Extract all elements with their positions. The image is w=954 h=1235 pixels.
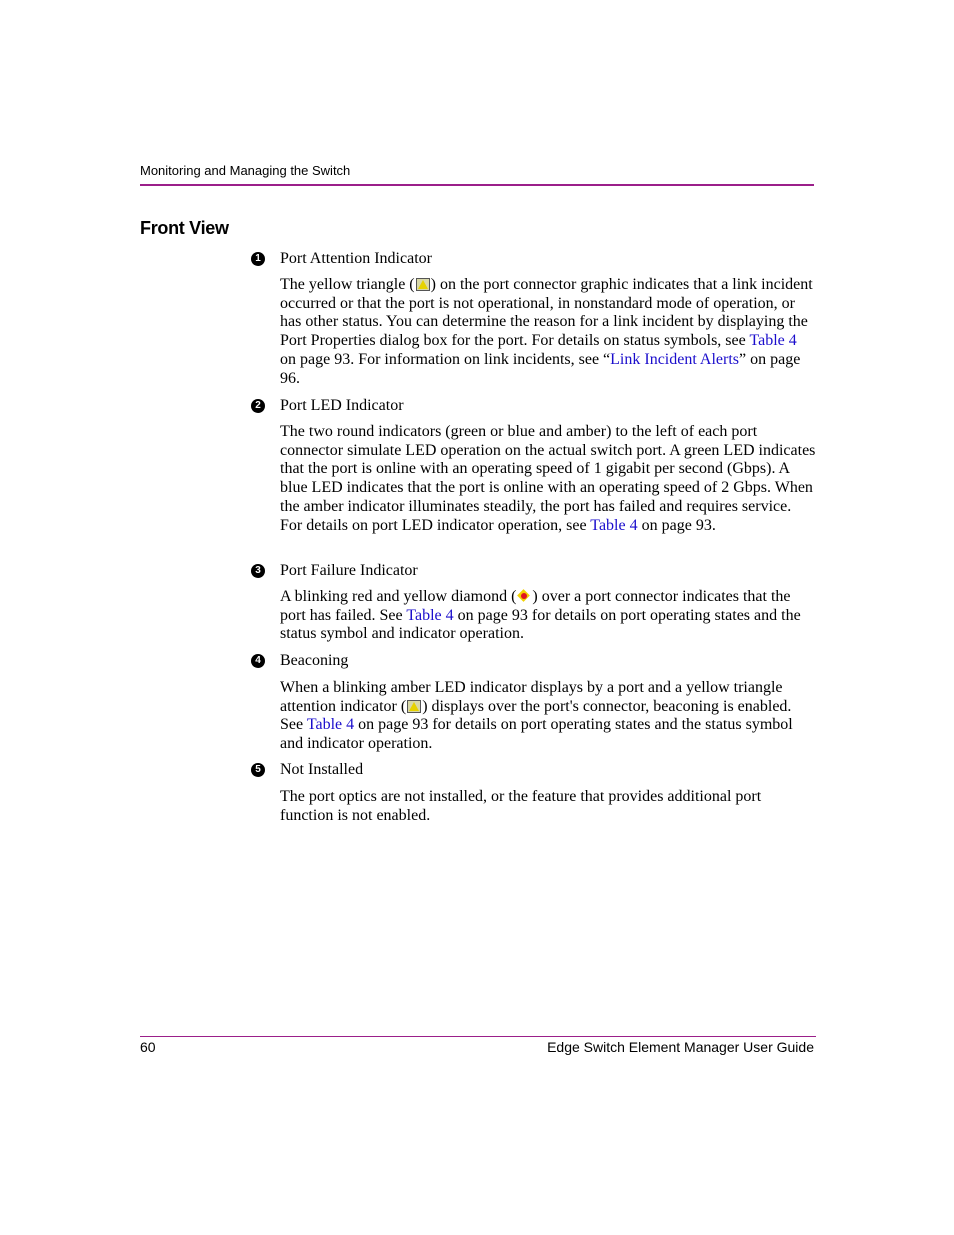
item-description: When a blinking amber LED indicator displays by a port and a yellow triangle attention indicator ( ) displays over the port's connector, beaconing is enabled. See Table 4 on page 93 for details on port operating states and the status symbol and indicator operation. [280,679,793,753]
red-yellow-diamond-icon [517,589,531,603]
item-description: A blinking red and yellow diamond ( ) over a port connector indicates that the port has failed. See Table 4 on page 93 for details on port operating states and the status symbol and indicator operation. [280,588,801,643]
callout-number-5: 5 [251,763,265,777]
item-title: Beaconing [280,652,349,669]
callout-number-1: 1 [251,252,265,266]
document-title: Edge Switch Element Manager User Guide [547,1039,814,1055]
table-4-link[interactable]: Table 4 [306,716,355,734]
section-title: Front View [140,218,229,238]
callout-number-2: 2 [251,399,265,413]
callout-number-3: 3 [251,564,265,578]
link-incident-alerts-link[interactable]: Link Incident Alerts [610,350,740,368]
item-title: Port Attention Indicator [280,250,432,267]
yellow-triangle-icon [407,700,421,713]
running-head: Monitoring and Managing the Switch [140,163,351,178]
item-title: Not Installed [280,761,364,778]
table-4-link[interactable]: Table 4 [406,606,454,624]
callout-number-4: 4 [251,654,265,668]
item-description: The yellow triangle ( ) on the port connector graphic indicates that a link incident occurred or that the port is not operational, in nonstandard mode of operation, or has other status. You can determine the reason for a link incident by displaying the Port Properties dialog box for the port. For details on status symbols, see Table 4 on page 93. For information on link incidents, see “Link Incident Alerts” on page 96. [280,276,813,387]
item-title: Port LED Indicator [280,397,404,414]
yellow-triangle-icon [416,278,430,291]
item-title: Port Failure Indicator [280,562,418,579]
item-description: The two round indicators (green or blue and amber) to the left of each port connector simulate LED operation on the actual switch port. A green LED indicates that the port is online with an operating speed of 1 gigabit per second (Gbps). A blue LED indicates that the port is online with an operating speed of 2 Gbps. When the amber indicator illuminates steadily, the port has failed and requires service. For details on port LED indicator operation, see Table 4 on page 93. [280,423,816,534]
footer-rule [140,1036,816,1037]
page-number: 60 [140,1039,156,1055]
item-description: The port optics are not installed, or the feature that provides additional port function is not enabled. [280,788,762,824]
header-rule [140,184,814,186]
table-4-link[interactable]: Table 4 [749,332,797,350]
table-4-link[interactable]: Table 4 [590,516,638,534]
